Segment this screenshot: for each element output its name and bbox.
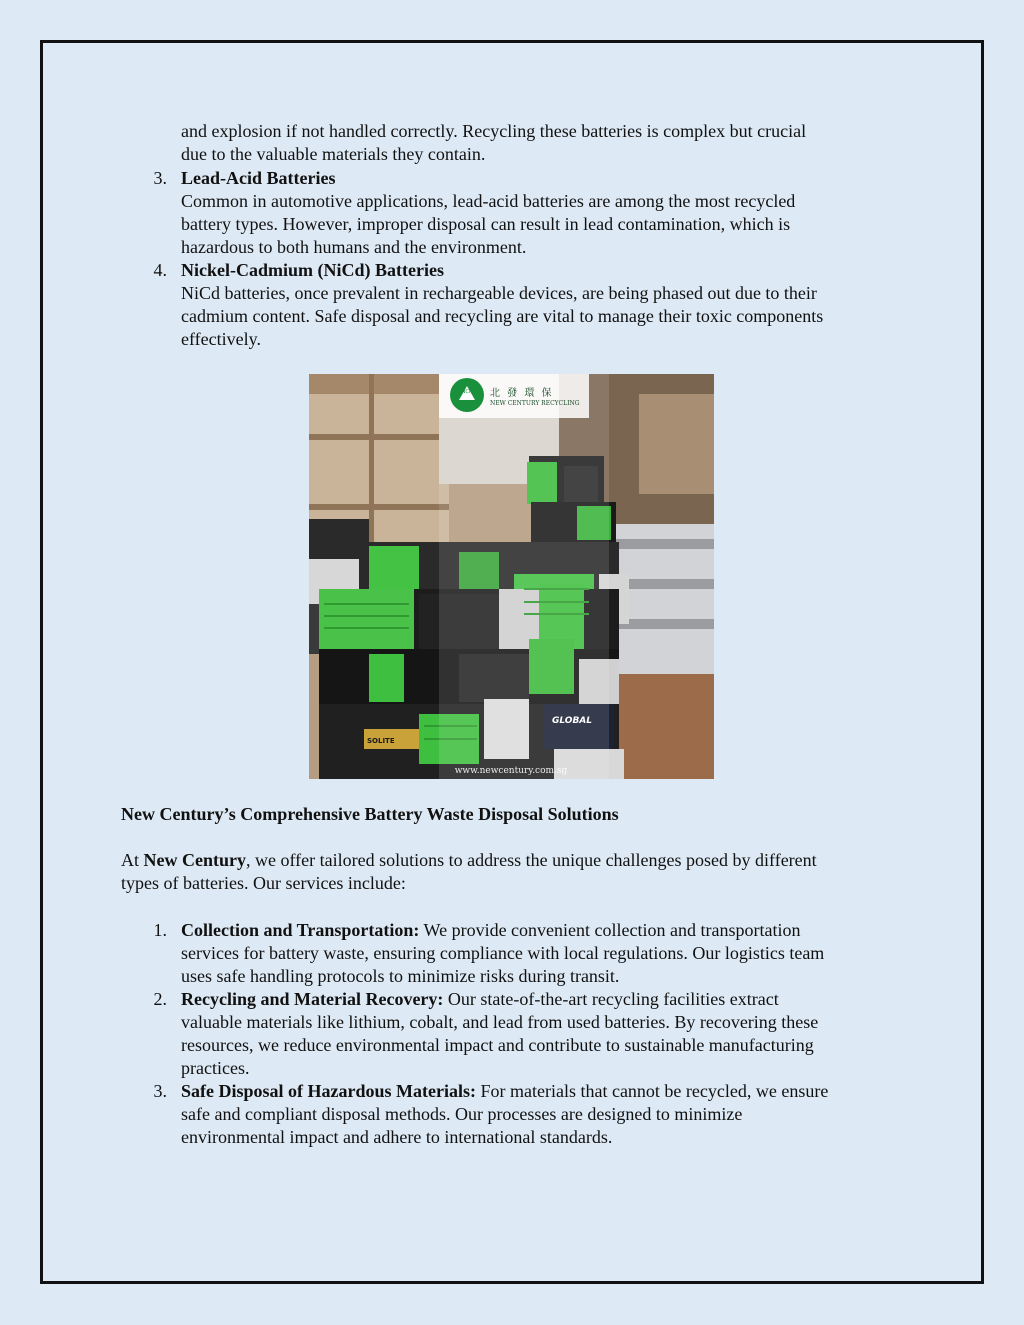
list-number: 1.	[153, 920, 167, 940]
battery-brand-label: SOLITE	[367, 737, 395, 745]
intro-line-2: due to the valuable materials they contain.	[181, 144, 486, 164]
watermark-text: www.newcentury.com.sg	[454, 766, 568, 776]
service-line: valuable materials like lithium, cobalt, and lead from used batteries. By recovering these	[181, 1012, 819, 1032]
service-item-collection	[181, 919, 824, 988]
logo-chinese: 北 發 環 保	[490, 388, 554, 399]
list-item-line: effectively.	[181, 329, 261, 349]
intro-text	[181, 120, 806, 166]
service-line: services for battery waste, ensuring compliance with local regulations. Our logistics team	[181, 943, 825, 963]
service-text: We provide convenient collection and transportation	[419, 920, 801, 940]
list-number: 2.	[153, 989, 167, 1009]
logo-badge: NCR	[461, 389, 473, 395]
service-line: uses safe handling protocols to minimize risks during transit.	[181, 966, 620, 986]
company-name: New Century	[143, 850, 246, 870]
service-line: practices.	[181, 1058, 250, 1078]
service-title: Collection and Transportation:	[181, 920, 420, 940]
list-item-title: Nickel-Cadmium (NiCd) Batteries	[181, 260, 444, 280]
service-item-recycling	[181, 988, 818, 1080]
list-number: 3.	[153, 168, 167, 188]
service-line: resources, we reduce environmental impact and contribute to sustainable manufacturing	[181, 1035, 814, 1055]
list-item-title: Lead-Acid Batteries	[181, 168, 336, 188]
battery-stack-photo	[309, 374, 714, 779]
list-item-lead-acid	[181, 167, 795, 259]
list-number: 3.	[153, 1081, 167, 1101]
service-text: For materials that cannot be recycled, we ensure	[475, 1081, 829, 1101]
service-title: Recycling and Material Recovery:	[181, 989, 444, 1009]
list-item-line: NiCd batteries, once prevalent in rechargeable devices, are being phased out due to their	[181, 283, 817, 303]
list-item-line: Common in automotive applications, lead-acid batteries are among the most recycled	[181, 191, 796, 211]
intro-prefix: At	[121, 850, 144, 870]
list-item-line: battery types. However, improper disposal can result in lead contamination, which is	[181, 214, 791, 234]
battery-brand-label: GLOBAL	[552, 716, 593, 726]
service-line: safe and compliant disposal methods. Our processes are designed to minimize	[181, 1104, 743, 1124]
service-item-disposal	[181, 1080, 828, 1149]
service-line: environmental impact and adhere to international standards.	[181, 1127, 613, 1147]
logo-english: NEW CENTURY RECYCLING	[490, 400, 580, 407]
section-heading-text: New Century’s Comprehensive Battery Waste Disposal Solutions	[121, 804, 619, 824]
service-title: Safe Disposal of Hazardous Materials:	[181, 1081, 476, 1101]
section-intro	[121, 849, 921, 895]
section-heading	[121, 803, 619, 826]
intro-rest: , we offer tailored solutions to address the unique challenges posed by different	[245, 850, 817, 870]
service-text: Our state-of-the-art recycling facilities extract	[443, 989, 779, 1009]
list-item-line: cadmium content. Safe disposal and recycling are vital to manage their toxic components	[181, 306, 824, 326]
list-item-line: hazardous to both humans and the environment.	[181, 237, 527, 257]
intro-line-2: types of batteries. Our services include:	[121, 873, 406, 893]
list-number: 4.	[153, 260, 167, 280]
list-item-nicd	[181, 259, 823, 351]
intro-line-1: and explosion if not handled correctly. Recycling these batteries is complex but crucial	[181, 121, 807, 141]
